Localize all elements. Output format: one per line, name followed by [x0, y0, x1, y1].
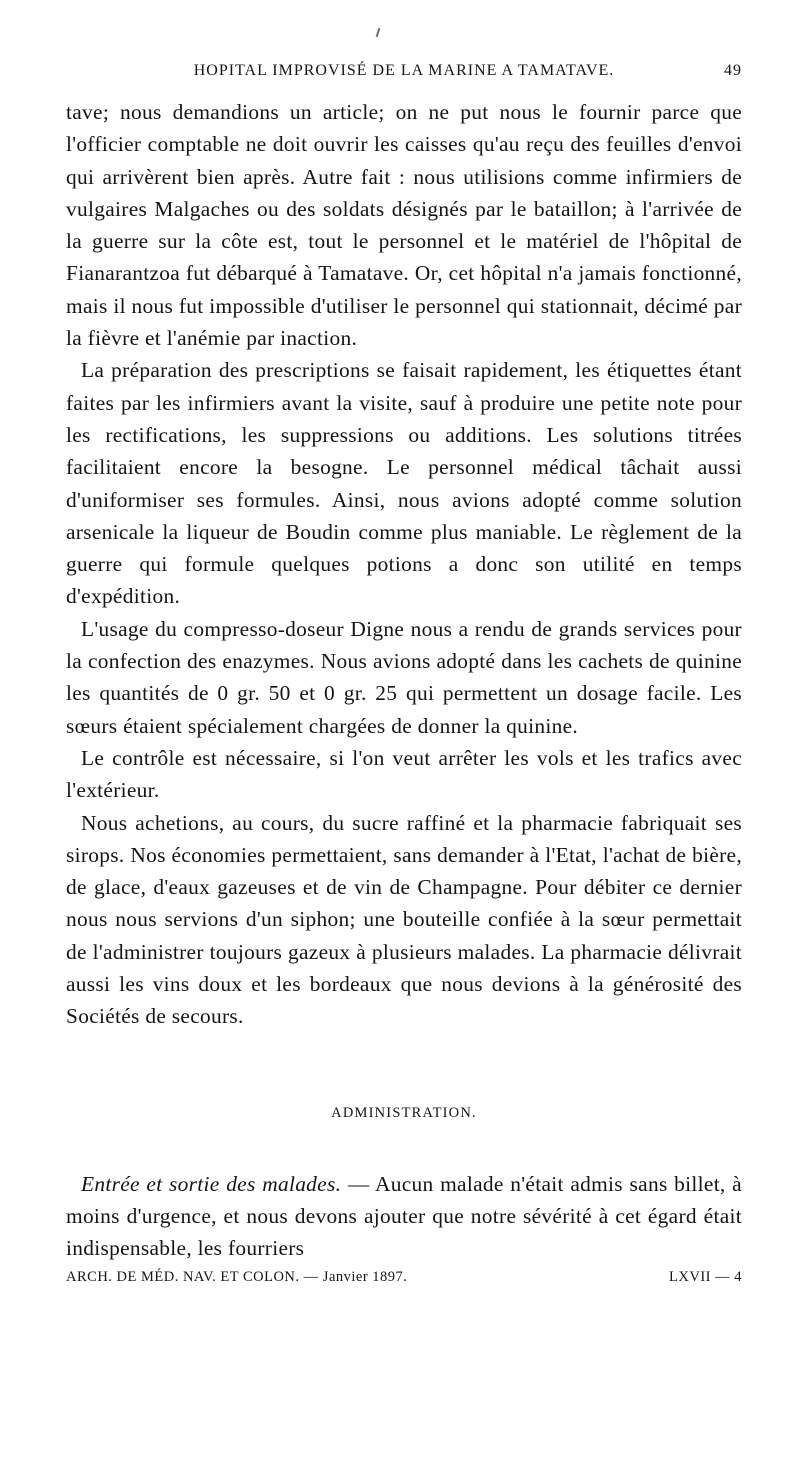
footer-date: Janvier 1897. [322, 1268, 408, 1285]
section-heading: ADMINISTRATION. [331, 1104, 477, 1121]
running-head-title: HOPITAL IMPROVISÉ DE LA MARINE A TAMATAVE. [193, 62, 615, 79]
paragraph: Le contrôle est nécessaire, si l'on veut arrêter les vols et les trafics avec l'extérieur. [66, 745, 742, 803]
body-text [66, 96, 742, 1033]
paragraph: tave; nous demandions un article; on ne put nous le fournir parce que l'officier comptable ne doit ouvrir les caisses qu'au reçu des feuilles d'envoi qui arrivèrent bien après. Autre fait : nous utilisions comme infirmiers de vulgaires Malgaches ou des soldats désignés par le bataillon; à l'arrivée de la guerre sur la côte est, tout le personnel et le matériel de l'hôpital de Fianarantzoa fut débarqué à Tamatave. Or, cet hôpital n'a jamais fonctionné, mais il nous fut impossible d'utiliser le personnel qui stationnait, décimé par la fièvre et l'anémie par inaction. [66, 100, 742, 351]
footer-journal: ARCH. DE MÉD. NAV. ET COLON. [66, 1268, 300, 1285]
paragraph: La préparation des prescriptions se faisait rapidement, les étiquettes étant faites par les infirmiers avant la visite, sauf à produire une petite note pour les rectifications, les suppressions ou additions. Les solutions titrées facilitaient encore la besogne. Le personnel médical tâchait aussi d'uniformiser ses formules. Ainsi, nous avions adopté comme solution arsenicale la liqueur de Boudin comme plus maniable. Le règlement de la guerre qui formule quelques potions a donc son utilité en temps d'expédition. [66, 358, 742, 609]
footer-citation [66, 1269, 407, 1286]
corner-mark [376, 28, 381, 37]
paragraph: L'usage du compresso-doseur Digne nous a rendu de grands services pour la confection des enazymes. Nous avions adopté dans les cachets de quinine les quantités de 0 gr. 50 et 0 gr. 25 qui permettent un dosage facile. Les sœurs étaient spécialement chargées de donner la quinine. [66, 616, 742, 738]
footer-signature: LXVII — 4 [669, 1268, 742, 1285]
subsection-paragraph [66, 1168, 742, 1265]
page-number: 49 [724, 62, 742, 79]
subsection [66, 1168, 742, 1265]
subsection-text: Aucun malade n'était admis sans billet, à moins d'urgence, et nous devons ajouter que notre sévérité à cet égard était indispensable, les fourriers [66, 1171, 742, 1261]
subsection-dash: — [341, 1171, 375, 1196]
subsection-lead: Entrée et sortie des malades. [81, 1171, 342, 1196]
paragraph: Nous achetions, au cours, du sucre raffiné et la pharmacie fabriquait ses sirops. Nos économies permettaient, sans demander à l'Etat, l'achat de bière, de glace, d'eaux gazeuses et de vin de Champagne. Pour débiter ce dernier nous nous servions d'un siphon; une bouteille confiée à la sœur permettait de l'administrer toujours gazeux à plusieurs malades. La pharmacie délivrait aussi les vins doux et les bordeaux que nous devions à la générosité des Sociétés de secours. [66, 810, 742, 1029]
footer-dash: — [299, 1268, 323, 1285]
page-footer [66, 1269, 742, 1286]
running-head [66, 62, 742, 88]
document-page [66, 62, 742, 1286]
